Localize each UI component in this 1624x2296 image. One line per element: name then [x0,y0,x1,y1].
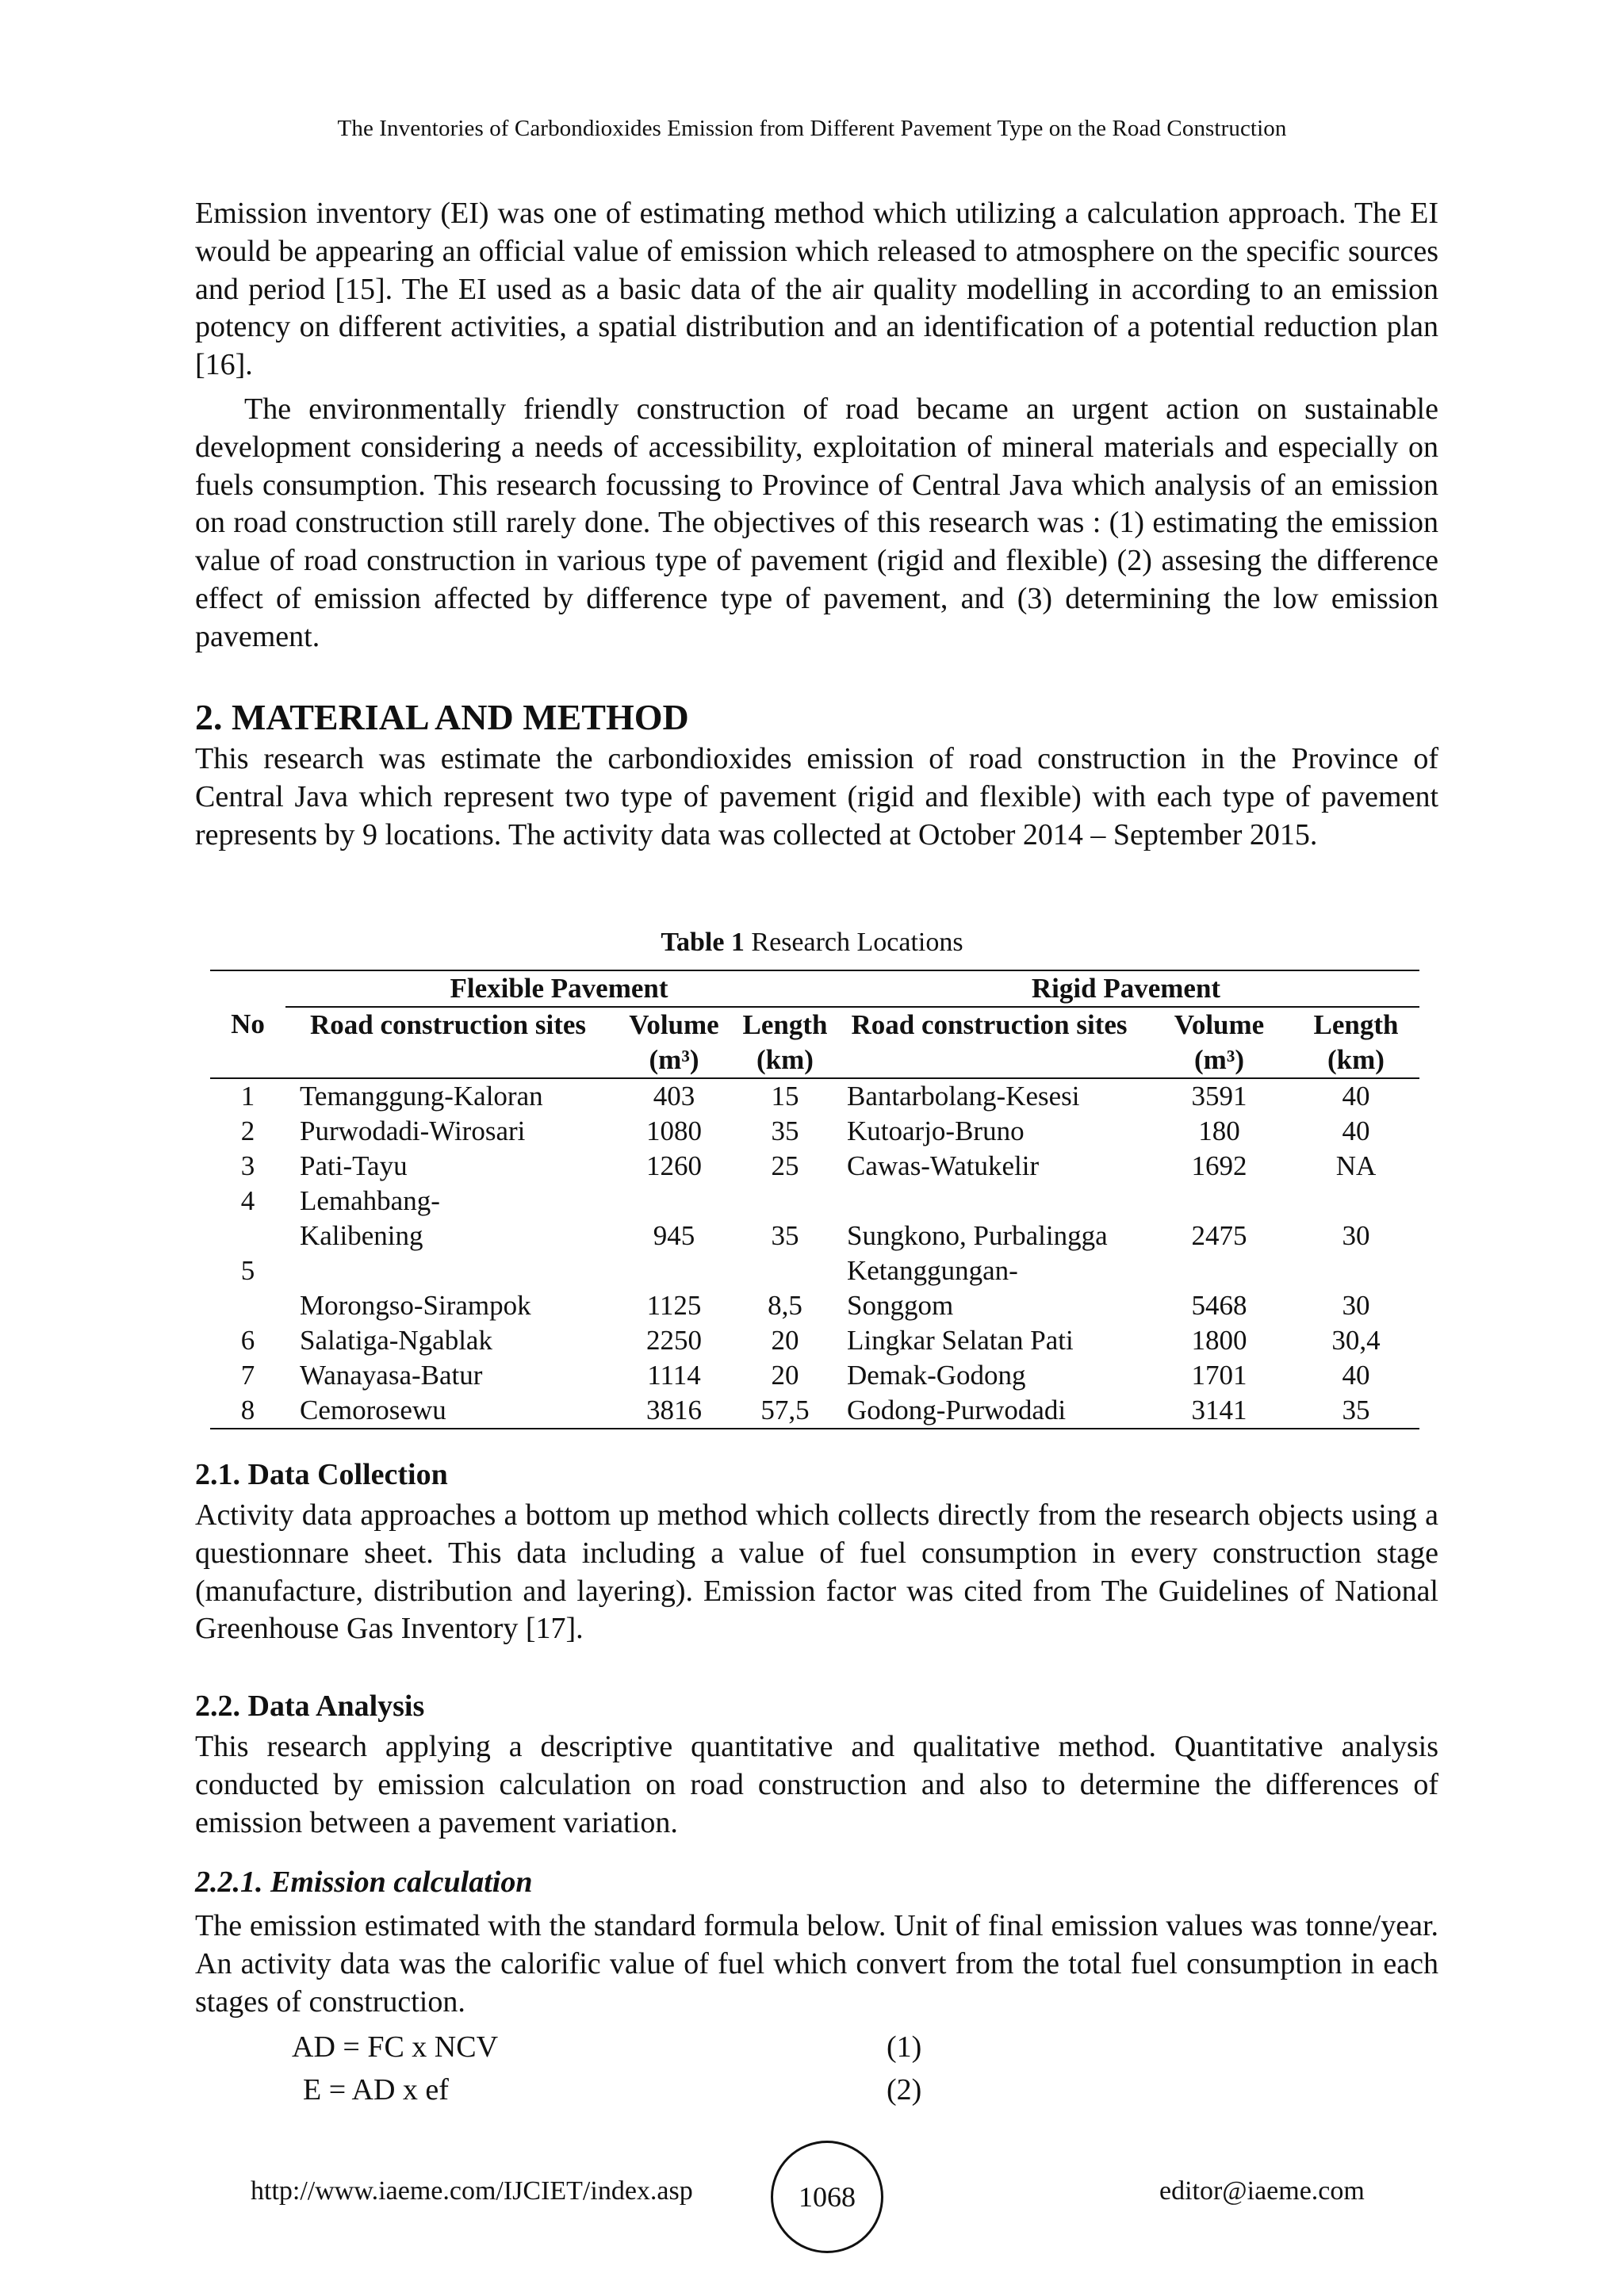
cell-flexible-site: Wanayasa-Batur [300,1360,483,1391]
cell-flexible-length: 57,5 [760,1395,810,1425]
cell-flexible-site [285,1253,611,1288]
intro-paragraph-1: Emission inventory (EI) was one of estimating method which utilizing a calculation approach. The EI would be appearing an official value of emission which released to atmosphere on the specific sources and period [15]. The EI used as a basic data of the air quality modelling in according to an emission potency on different activities, a spatial distribution and an identification of a potential reduction plan [16]. [195,197,1438,382]
cell-rigid-site: Demak-Godong [847,1360,1026,1391]
cell-flexible-site: Temanggung-Kaloran [300,1081,543,1112]
cell-rigid-length: 40 [1342,1360,1370,1391]
cell-flexible-length [737,1253,833,1288]
cell-rigid-volume [1146,1253,1293,1288]
cell-no: 6 [240,1325,255,1356]
cell-flexible-length: 20 [771,1325,799,1356]
cell-flexible-length [737,1184,833,1219]
cell-no [210,1219,285,1253]
cell-rigid-site: Bantarbolang-Kesesi [847,1081,1080,1112]
cell-rigid-site: Ketanggungan- [847,1255,1018,1286]
section-2-2 [195,1687,1438,1842]
header-blank [210,970,285,1007]
cell-flexible-site: Kalibening [300,1220,423,1251]
table-row [210,1078,1419,1114]
cell-rigid-length: 40 [1342,1115,1370,1146]
cell-rigid-volume: 1692 [1191,1150,1247,1181]
cell-rigid-volume: 2475 [1191,1220,1247,1251]
cell-rigid-site: Lingkar Selatan Pati [847,1325,1074,1356]
cell-no: 8 [240,1395,255,1425]
flexible-pavement-header: Flexible Pavement [285,970,833,1007]
cell-rigid-length [1293,1253,1419,1288]
cell-no: 7 [240,1360,255,1391]
cell-flexible-length: 15 [771,1081,799,1112]
cell-rigid-volume [1146,1184,1293,1219]
cell-rigid-site: Godong-Purwodadi [847,1395,1067,1425]
cell-flexible-length: 8,5 [768,1290,802,1321]
cell-flexible-volume: 403 [653,1081,695,1112]
cell-flexible-site: Cemorosewu [300,1395,446,1425]
section-2-2-title: 2.2. Data Analysis [195,1689,425,1723]
table-row [210,1358,1419,1393]
table-row [210,1323,1419,1358]
table-row [210,1253,1419,1288]
cell-rigid-site: Sungkono, Purbalingga [847,1220,1108,1251]
cell-rigid-volume: 3141 [1191,1395,1247,1425]
cell-rigid-length: 30 [1342,1220,1370,1251]
running-header: The Inventories of Carbondioxides Emission from Different Pavement Type on the Road Construction [337,116,1287,141]
cell-rigid-volume: 180 [1198,1115,1240,1146]
cell-rigid-length [1293,1184,1419,1219]
equation-1-formula: AD = FC x NCV [292,2030,499,2064]
cell-flexible-site: Pati-Tayu [300,1150,408,1181]
cell-rigid-volume: 1800 [1191,1325,1247,1356]
section-2-1-title: 2.1. Data Collection [195,1458,448,1491]
equation-2-formula: E = AD x ef [303,2073,449,2107]
table-row [210,1288,1419,1323]
section-2-1-paragraph: Activity data approaches a bottom up method which collects directly from the research objects using a questionnare sheet. This data including a value of fuel consumption in every construction stage (manufacture, distribution and layering). Emission factor was cited from The Guidelines of National Greenhouse Gas Inventory [17]. [195,1498,1438,1646]
section-2-2-1-paragraph: The emission estimated with the standard formula below. Unit of final emission values was tonne/year. An activity data was the calorific value of fuel which convert from the total fuel consumption in each stages of construction. [195,1909,1438,2019]
section-2-2-1 [195,1863,1438,2021]
cell-rigid-length: 35 [1342,1395,1370,1425]
column-header-rigid-volume: Volume (m³) [1174,1009,1265,1075]
cell-rigid-length: 30,4 [1331,1325,1381,1356]
cell-flexible-length: 35 [771,1115,799,1146]
cell-flexible-site: Salatiga-Ngablak [300,1325,492,1356]
table-1-caption [0,928,1624,958]
table-1-caption-label: Table 1 [661,928,745,957]
table-row [210,1114,1419,1149]
cell-flexible-volume: 1260 [646,1150,702,1181]
table-row [210,1393,1419,1429]
cell-flexible-length: 25 [771,1150,799,1181]
cell-flexible-volume [611,1253,737,1288]
section-2-2-1-title: 2.2.1. Emission calculation [195,1866,533,1899]
intro-section [195,195,1438,656]
cell-rigid-volume: 1701 [1191,1360,1247,1391]
cell-rigid-length: NA [1335,1150,1377,1181]
cell-no: 4 [240,1185,255,1216]
cell-rigid-length: 30 [1342,1290,1370,1321]
equation-2-number: (2) [887,2073,922,2107]
intro-paragraph-2: The environmentally friendly construction of road became an urgent action on sustainable development considering a needs of accessibility, exploitation of mineral materials and especially on fuels consumption. This research focussing to Province of Central Java which analysis of an emission on road construction still rarely done. The objectives of this research was : (1) estimating the emission value of road construction in various type of pavement (rigid and flexible) (2) assesing the difference effect of emission affected by difference type of pavement, and (3) determining the low emission pavement. [195,392,1438,653]
cell-rigid-site: Cawas-Watukelir [847,1150,1040,1181]
footer-url: http://www.iaeme.com/IJCIET/index.asp [251,2176,693,2206]
section-2 [195,696,1438,854]
cell-rigid-site: Kutoarjo-Bruno [847,1115,1025,1146]
cell-rigid-site: Songgom [847,1290,954,1321]
cell-rigid-site [833,1184,1146,1219]
cell-flexible-site: Lemahbang- [300,1185,440,1216]
cell-rigid-volume: 5468 [1191,1290,1247,1321]
section-2-2-paragraph: This research applying a descriptive quantitative and qualitative method. Quantitative analysis conducted by emission calculation on road construction and also to determine the differences of emission between a pavement variation. [195,1730,1438,1839]
cell-flexible-volume: 2250 [646,1325,702,1356]
equation-1-number: (1) [887,2030,922,2064]
column-header-rigid-length: Length (km) [1313,1009,1399,1075]
cell-flexible-volume [611,1184,737,1219]
cell-flexible-volume: 1080 [646,1115,702,1146]
cell-no: 1 [240,1081,255,1112]
cell-no: 2 [240,1115,255,1146]
section-2-title: 2. MATERIAL AND METHOD [195,697,689,737]
rigid-pavement-header: Rigid Pavement [833,970,1419,1007]
section-2-paragraph: This research was estimate the carbondioxides emission of road construction in the Province of Central Java which represent two type of pavement (rigid and flexible) with each type of pavement represents by 9 locations. The activity data was collected at October 2014 – September 2015. [195,742,1438,851]
table-row [210,1184,1419,1219]
cell-flexible-volume: 3816 [646,1395,702,1425]
cell-flexible-length: 20 [771,1360,799,1391]
cell-no: 3 [240,1150,255,1181]
cell-no: 5 [240,1255,255,1286]
cell-no [210,1288,285,1323]
section-2-1 [195,1456,1438,1648]
research-locations-table [210,970,1419,1429]
column-header-no: No [231,1008,265,1039]
page-number: 1068 [771,2141,883,2253]
cell-rigid-volume: 3591 [1191,1081,1247,1112]
footer-email: editor@iaeme.com [1159,2176,1365,2206]
table-1-caption-text: Research Locations [744,928,963,957]
column-header-flexible-site: Road construction sites [309,1009,587,1040]
cell-flexible-volume: 1114 [647,1360,701,1391]
table-row [210,1219,1419,1253]
column-header-rigid-site: Road construction sites [851,1009,1128,1040]
column-header-flexible-length: Length (km) [742,1009,828,1075]
cell-flexible-length: 35 [771,1220,799,1251]
cell-flexible-volume: 945 [653,1220,695,1251]
cell-flexible-site: Morongso-Sirampok [300,1290,531,1321]
cell-rigid-length: 40 [1342,1081,1370,1112]
cell-flexible-site: Purwodadi-Wirosari [300,1115,526,1146]
column-header-flexible-volume: Volume (m³) [629,1009,719,1075]
research-table-body [210,1078,1419,1429]
table-row [210,1149,1419,1184]
cell-flexible-volume: 1125 [646,1290,702,1321]
